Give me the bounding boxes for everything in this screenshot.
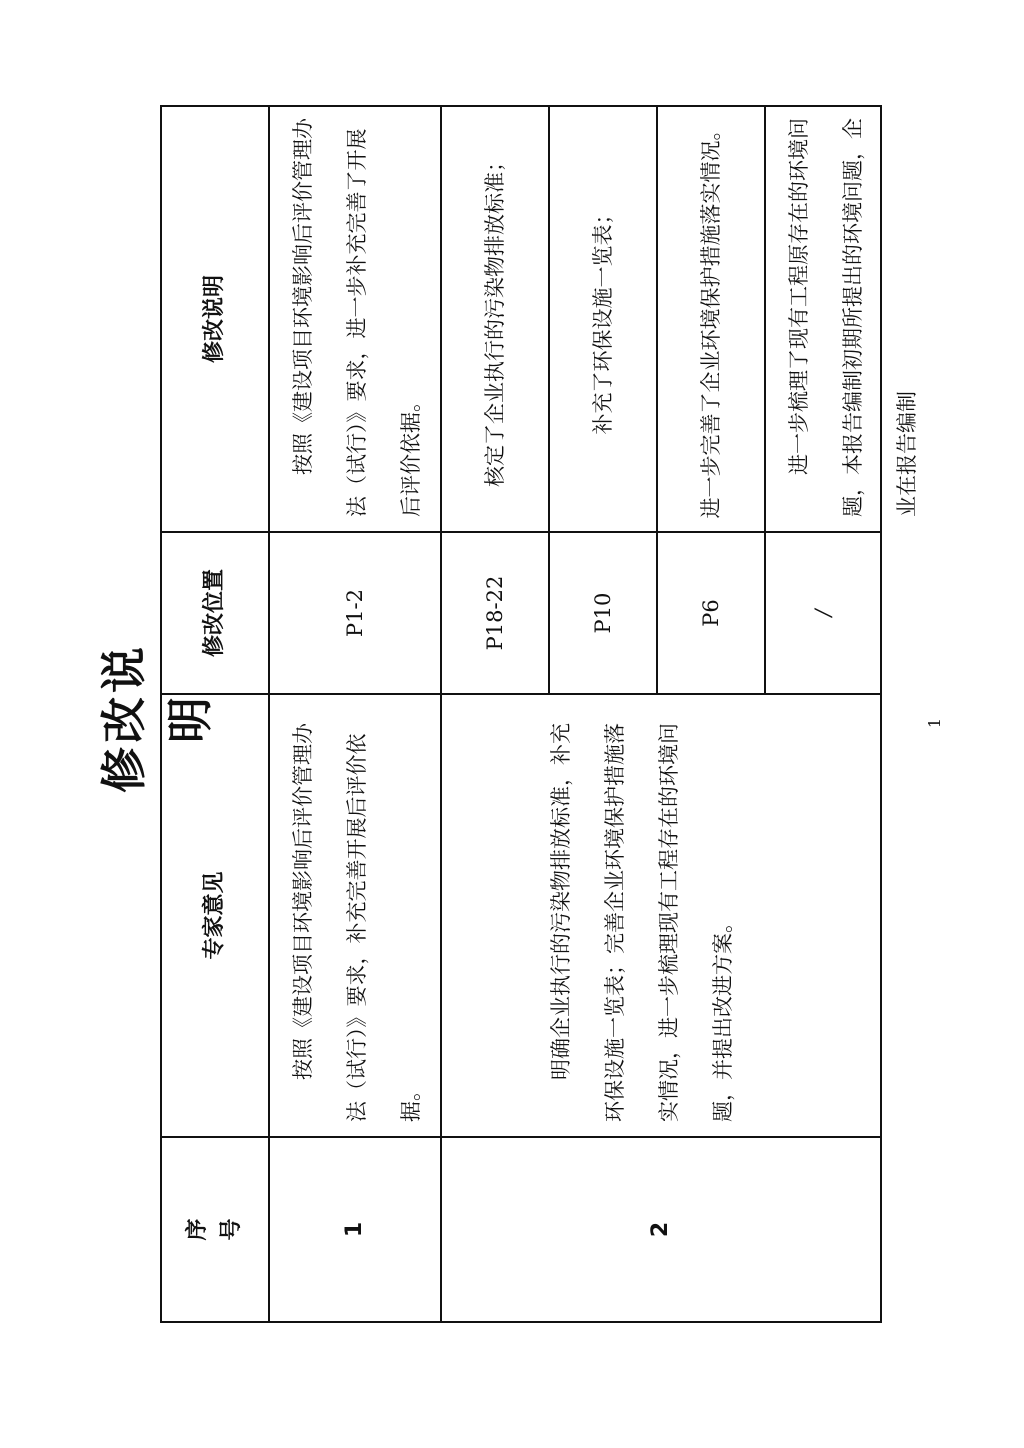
header-opinion: 专家意见 xyxy=(162,693,270,1136)
row-2b-explanation: 补充了环保设施一览表； xyxy=(550,105,658,531)
row-2-opinion: 明确企业执行的污染物排放标准，补充环保设施一览表；完善企业环境保护措施落实情况，进一步梳理现有工程存在的环境问题，并提出改进方案。 xyxy=(442,693,882,1136)
row-2-seq: 2 xyxy=(442,1136,882,1321)
page-number: 1 xyxy=(925,717,944,729)
row-2c-explanation: 进一步完善了企业环境保护措施落实情况。 xyxy=(658,105,766,531)
row-2b-position: P10 xyxy=(550,531,658,693)
header-explanation: 修改说明 xyxy=(162,105,270,531)
row-1-position: P1-2 xyxy=(270,531,442,693)
row-1-seq: 1 xyxy=(270,1136,442,1321)
page-title: 修改说明 xyxy=(97,643,217,793)
row-2a-position: P18-22 xyxy=(442,531,550,693)
row-2a-explanation: 核定了企业执行的污染物排放标准； xyxy=(442,105,550,531)
row-2d-position: / xyxy=(766,531,882,693)
row-2c-position: P6 xyxy=(658,531,766,693)
revision-table xyxy=(160,105,919,1323)
header-seq: 序 号 xyxy=(162,1136,270,1321)
row-2d-explanation: 进一步梳理了现有工程原存在的环境问题，本报告编制初期所提出的环境问题，企业在报告编制 xyxy=(766,105,882,531)
row-1-explanation: 按照《建设项目环境影响后评价管理办法（试行）》要求，进一步补充完善了开展后评价依据。 xyxy=(270,105,442,531)
header-position: 修改位置 xyxy=(162,531,270,693)
row-1-opinion: 按照《建设项目环境影响后评价管理办法（试行）》要求，补充完善开展后评价依据。 xyxy=(270,693,442,1136)
